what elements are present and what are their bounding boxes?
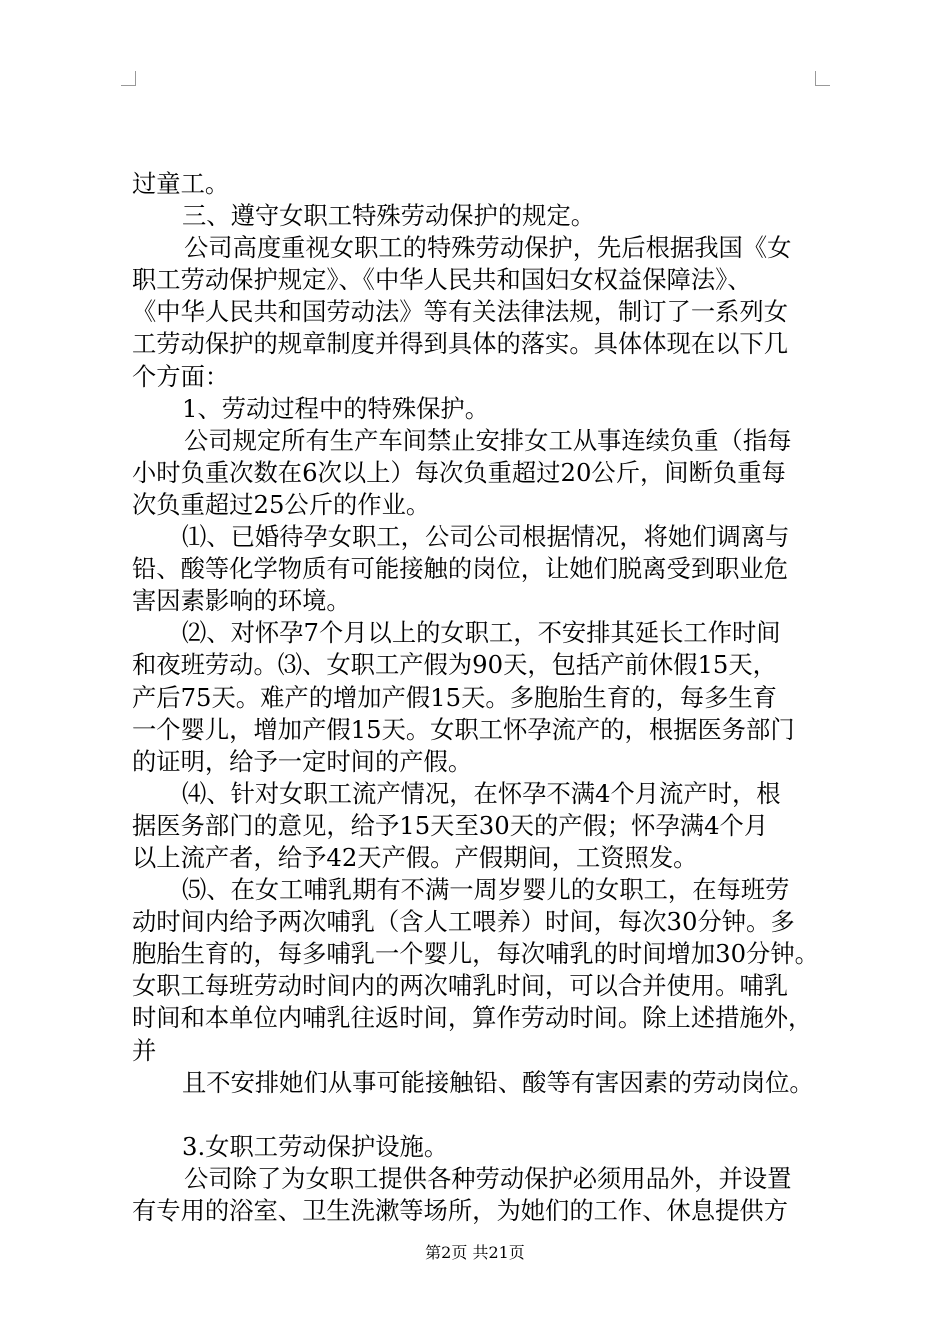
text-line: 《中华人民共和国劳动法》等有关法律法规，制订了一系列女	[132, 297, 789, 327]
text-line: 产后75天。难产的增加产假15天。多胞胎生育的，每多生育	[132, 682, 777, 712]
subsection-heading: 3.女职工劳动保护设施。	[182, 1131, 449, 1161]
text-line: 工劳动保护的规章制度并得到具体的落实。具体体现在以下几	[132, 329, 789, 359]
text-line: 害因素影响的环境。	[132, 586, 351, 616]
section-heading: 三、遵守女职工特殊劳动保护的规定。	[182, 201, 596, 231]
crop-mark-top-right	[815, 71, 830, 86]
paragraph-gap	[132, 1099, 832, 1131]
text-line: 以上流产者，给予42天产假。产假期间，工资照发。	[132, 842, 698, 872]
text-line: 一个婴儿，增加产假15天。女职工怀孕流产的，根据医务部门	[132, 714, 795, 744]
text-line: 并	[132, 1035, 157, 1065]
document-body	[132, 168, 832, 1227]
text-line: 和夜班劳动。⑶、女职工产假为90天，包括产前休假15天，	[132, 650, 777, 680]
text-line: 次负重超过25公斤的作业。	[132, 489, 431, 519]
text-line: 小时负重次数在6次以上）每次负重超过20公斤，间断负重每	[132, 457, 786, 487]
text-line: 个方面：	[132, 361, 230, 391]
text-line: ⑵、对怀孕7个月以上的女职工，不安排其延长工作时间	[182, 618, 781, 648]
text-line: 动时间内给予两次哺乳（含人工喂养）时间，每次30分钟。多	[132, 907, 795, 937]
text-line: 女职工每班劳动时间内的两次哺乳时间，可以合并使用。哺乳	[132, 971, 789, 1001]
text-line: 胞胎生育的，每多哺乳一个婴儿，每次哺乳的时间增加30分钟。	[132, 939, 819, 969]
text-line: 有专用的浴室、卫生洗漱等场所，为她们的工作、休息提供方	[132, 1195, 789, 1225]
text-line: 据医务部门的意见，给予15天至30天的产假；怀孕满4个月	[132, 810, 769, 840]
text-line: ⑷、针对女职工流产情况，在怀孕不满4个月流产时，根	[182, 778, 781, 808]
text-line: 铅、酸等化学物质有可能接触的岗位，让她们脱离受到职业危	[132, 554, 789, 584]
text-line: 过童工。	[132, 169, 230, 198]
text-line: ⑴、已婚待孕女职工，公司公司根据情况，将她们调离与	[182, 522, 790, 552]
crop-mark-top-left	[121, 71, 136, 86]
text-line: 职工劳动保护规定》、《中华人民共和国妇女权益保障法》、	[132, 265, 752, 295]
page-number: 第2页 共21页	[425, 1243, 525, 1262]
text-line: 公司除了为女职工提供各种劳动保护必须用品外，并设置	[184, 1163, 792, 1193]
text-line: 且不安排她们从事可能接触铅、酸等有害因素的劳动岗位。	[182, 1067, 814, 1097]
text-line: 的证明，给予一定时间的产假。	[132, 746, 473, 776]
text-line: 公司规定所有生产车间禁止安排女工从事连续负重（指每	[184, 425, 792, 455]
text-line: ⑸、在女工哺乳期有不满一周岁婴儿的女职工，在每班劳	[182, 875, 790, 905]
text-line: 公司高度重视女职工的特殊劳动保护，先后根据我国《女	[184, 233, 792, 263]
subsection-heading: 1、劳动过程中的特殊保护。	[182, 393, 490, 423]
text-line: 时间和本单位内哺乳往返时间，算作劳动时间。除上述措施外，	[132, 1003, 813, 1033]
